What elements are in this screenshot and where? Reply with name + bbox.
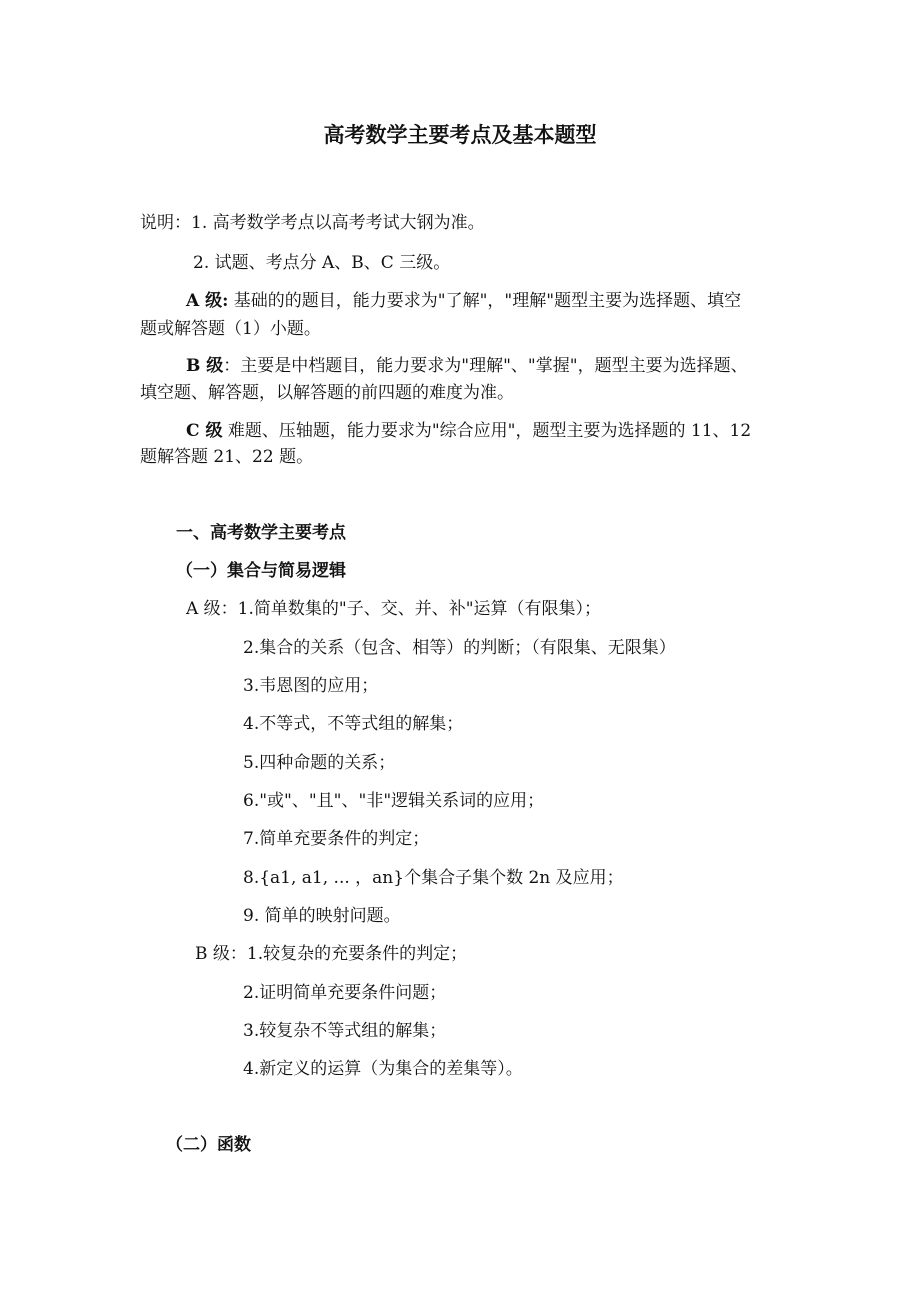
list-item: 3.较复杂不等式组的解集； (243, 1021, 447, 1041)
document-title: 高考数学主要考点及基本题型 (323, 122, 597, 147)
list-item: 7.简单充要条件的判定； (243, 829, 430, 849)
level-c-label: C 级 (186, 421, 223, 441)
subsection-heading-sets: （一）集合与简易逻辑 (176, 561, 346, 581)
note-line-2: 2. 试题、考点分 A、B、C 三级。 (193, 253, 451, 273)
level-a-text: 基础的的题目，能力要求为"了解"，"理解"题型主要为选择题、填空 (228, 291, 742, 311)
subsection-heading-functions: （二）函数 (166, 1135, 251, 1155)
note-line-1: 说明：1. 高考数学考点以高考考试大钢为准。 (140, 213, 485, 233)
level-b-line-1 (186, 355, 748, 377)
list-item: 5.四种命题的关系； (243, 753, 396, 773)
level-c-line-1 (186, 420, 751, 442)
list-item: B 级：1.较复杂的充要条件的判定； (195, 944, 468, 964)
list-item: 9. 简单的映射问题。 (243, 906, 401, 926)
list-item: 2.集合的关系（包含、相等）的判断；（有限集、无限集） (243, 638, 676, 658)
list-item: 4.不等式，不等式组的解集； (243, 714, 464, 734)
list-item: 8.{a1, a1, ... ，an}个集合子集个数 2n 及应用； (243, 868, 624, 888)
list-item: 6."或"、"且"、"非"逻辑关系词的应用； (243, 791, 545, 811)
level-c-text: 难题、压轴题，能力要求为"综合应用"，题型主要为选择题的 11、12 (222, 421, 752, 441)
level-b-label: B 级 (186, 356, 224, 376)
list-item: 2.证明简单充要条件问题； (243, 983, 447, 1003)
section-heading: 一、高考数学主要考点 (176, 523, 346, 543)
level-a-label: A 级: (186, 291, 229, 311)
list-item: A 级：1.简单数集的"子、交、并、补"运算（有限集）； (186, 599, 602, 619)
list-item: 3.韦恩图的应用； (243, 676, 379, 696)
level-c-line-2: 题解答题 21、22 题。 (140, 447, 314, 467)
level-a-line-2: 题或解答题（1）小题。 (140, 319, 321, 339)
level-b-line-2: 填空题、解答题，以解答题的前四题的难度为准。 (140, 383, 514, 403)
level-a-line-1 (186, 290, 741, 312)
list-item: 4.新定义的运算（为集合的差集等）。 (243, 1059, 523, 1079)
level-b-text: ：主要是中档题目，能力要求为"理解"、"掌握"，题型主要为选择题、 (223, 356, 748, 376)
